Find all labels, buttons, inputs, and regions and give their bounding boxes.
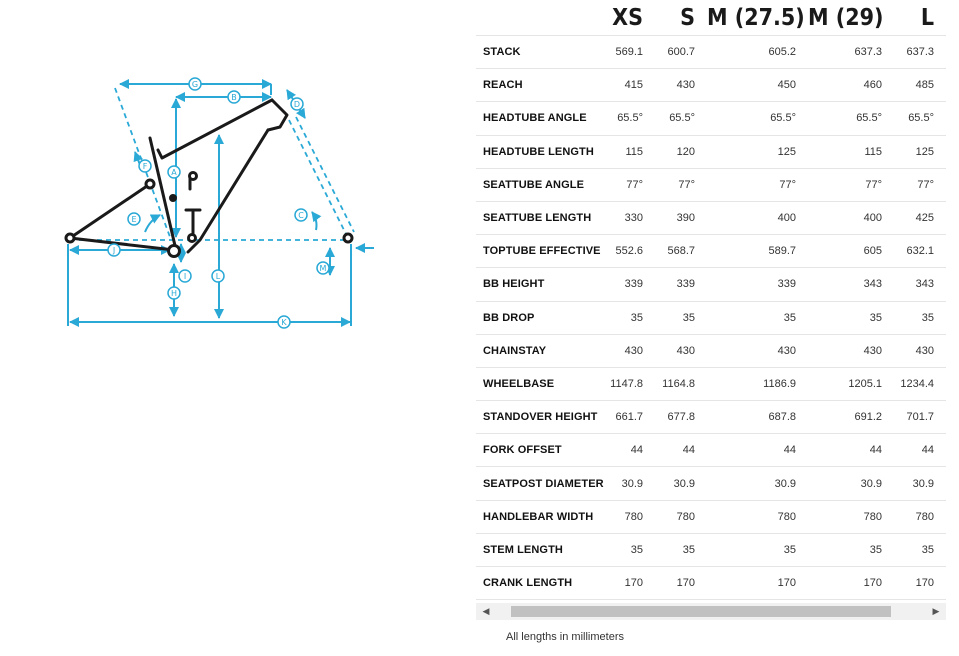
table-cell: 1164.8	[655, 367, 707, 400]
row-label: SEATTUBE LENGTH	[476, 201, 601, 234]
row-label: STANDOVER HEIGHT	[476, 401, 601, 434]
label-m: M	[319, 264, 327, 273]
table-cell: 400	[808, 201, 894, 234]
table-row	[476, 500, 946, 533]
table-cell: 65.5°	[808, 102, 894, 135]
dashed-guides	[70, 88, 354, 240]
row-label: BB DROP	[476, 301, 601, 334]
label-k-badge	[278, 316, 290, 328]
table-cell: 780	[601, 500, 655, 533]
table-row	[476, 268, 946, 301]
row-label: REACH	[476, 69, 601, 102]
scroll-left-arrow-icon[interactable]: ◀	[482, 606, 490, 616]
table-cell: 44	[894, 434, 946, 467]
table-cell: 30.9	[707, 467, 808, 500]
table-cell: 170	[655, 567, 707, 600]
geometry-table	[476, 0, 946, 600]
table-cell: 77°	[707, 168, 808, 201]
table-cell: 390	[655, 201, 707, 234]
label-d-badge	[291, 98, 303, 110]
size-header-xs: XS	[601, 0, 655, 36]
label-b: B	[231, 93, 237, 102]
label-a-badge	[168, 166, 180, 178]
label-c: C	[298, 211, 304, 220]
label-a: A	[171, 168, 177, 177]
table-cell: 115	[601, 135, 655, 168]
table-row	[476, 467, 946, 500]
table-cell: 430	[808, 334, 894, 367]
table-cell: 637.3	[808, 36, 894, 69]
row-label: STEM LENGTH	[476, 533, 601, 566]
table-cell: 35	[894, 301, 946, 334]
label-g: G	[191, 80, 199, 89]
table-cell: 339	[655, 268, 707, 301]
table-cell: 661.7	[601, 401, 655, 434]
table-cell: 35	[808, 301, 894, 334]
table-cell: 77°	[655, 168, 707, 201]
size-header-s: S	[655, 0, 707, 36]
table-cell: 125	[707, 135, 808, 168]
table-cell: 35	[601, 533, 655, 566]
table-cell: 339	[707, 268, 808, 301]
table-cell: 430	[655, 334, 707, 367]
table-cell: 691.2	[808, 401, 894, 434]
table-cell: 115	[808, 135, 894, 168]
table-cell: 35	[601, 301, 655, 334]
label-c-badge	[295, 209, 307, 221]
table-cell: 65.5°	[601, 102, 655, 135]
size-header-m275: M (27.5)	[707, 0, 808, 36]
table-cell: 677.8	[655, 401, 707, 434]
table-cell: 120	[655, 135, 707, 168]
geometry-table-container[interactable]	[476, 0, 946, 620]
label-l: L	[215, 272, 221, 281]
row-label: WHEELBASE	[476, 367, 601, 400]
label-e: E	[131, 215, 137, 224]
table-cell: 485	[894, 69, 946, 102]
label-j: J	[112, 246, 116, 255]
table-row	[476, 533, 946, 566]
table-row	[476, 135, 946, 168]
table-cell: 35	[894, 533, 946, 566]
table-cell: 701.7	[894, 401, 946, 434]
frame-geometry-svg	[0, 0, 476, 651]
row-label: HANDLEBAR WIDTH	[476, 500, 601, 533]
table-cell: 425	[894, 201, 946, 234]
table-cell: 1147.8	[601, 367, 655, 400]
table-cell: 170	[707, 567, 808, 600]
table-cell: 35	[655, 533, 707, 566]
scrollbar-thumb[interactable]	[511, 606, 891, 617]
header-blank	[476, 0, 601, 36]
label-f: F	[142, 162, 148, 171]
table-row	[476, 567, 946, 600]
row-label: CRANK LENGTH	[476, 567, 601, 600]
table-cell: 35	[707, 533, 808, 566]
label-i-badge	[179, 270, 191, 282]
table-cell: 30.9	[655, 467, 707, 500]
table-cell: 77°	[601, 168, 655, 201]
table-row	[476, 434, 946, 467]
units-footnote: All lengths in millimeters	[506, 631, 624, 643]
table-cell: 780	[808, 500, 894, 533]
size-header-row	[476, 0, 946, 36]
table-cell: 1205.1	[808, 367, 894, 400]
table-cell: 687.8	[707, 401, 808, 434]
table-cell: 343	[894, 268, 946, 301]
row-label: FORK OFFSET	[476, 434, 601, 467]
horizontal-scrollbar[interactable]	[476, 603, 946, 620]
table-cell: 637.3	[894, 36, 946, 69]
table-cell: 605.2	[707, 36, 808, 69]
table-row	[476, 102, 946, 135]
table-cell: 35	[655, 301, 707, 334]
table-cell: 170	[601, 567, 655, 600]
table-cell: 65.5°	[894, 102, 946, 135]
table-cell: 600.7	[655, 36, 707, 69]
scroll-right-arrow-icon[interactable]: ▶	[932, 606, 940, 616]
row-label: HEADTUBE ANGLE	[476, 102, 601, 135]
table-cell: 44	[707, 434, 808, 467]
table-cell: 343	[808, 268, 894, 301]
table-cell: 65.5°	[707, 102, 808, 135]
table-row	[476, 301, 946, 334]
table-cell: 415	[601, 69, 655, 102]
table-cell: 450	[707, 69, 808, 102]
row-label: TOPTUBE EFFECTIVE	[476, 235, 601, 268]
table-cell: 44	[808, 434, 894, 467]
table-cell: 77°	[808, 168, 894, 201]
table-cell: 430	[601, 334, 655, 367]
table-row	[476, 168, 946, 201]
table-cell: 170	[808, 567, 894, 600]
row-label: HEADTUBE LENGTH	[476, 135, 601, 168]
table-cell: 632.1	[894, 235, 946, 268]
label-g-badge	[189, 78, 201, 90]
table-cell: 65.5°	[655, 102, 707, 135]
size-header-m29: M (29)	[808, 0, 894, 36]
label-l-badge	[212, 270, 224, 282]
label-d: D	[293, 100, 301, 109]
size-header-l: L	[894, 0, 946, 36]
label-k: K	[281, 318, 287, 327]
table-cell: 44	[655, 434, 707, 467]
table-row	[476, 69, 946, 102]
table-cell: 552.6	[601, 235, 655, 268]
table-cell: 568.7	[655, 235, 707, 268]
table-row	[476, 36, 946, 69]
row-label: BB HEIGHT	[476, 268, 601, 301]
table-cell: 1234.4	[894, 367, 946, 400]
table-cell: 605	[808, 235, 894, 268]
table-row	[476, 235, 946, 268]
table-cell: 400	[707, 201, 808, 234]
table-cell: 569.1	[601, 36, 655, 69]
table-cell: 330	[601, 201, 655, 234]
table-cell: 339	[601, 268, 655, 301]
row-label: CHAINSTAY	[476, 334, 601, 367]
row-label: SEATPOST DIAMETER	[476, 467, 601, 500]
label-j-badge	[108, 244, 120, 256]
table-cell: 780	[707, 500, 808, 533]
table-row	[476, 367, 946, 400]
table-row	[476, 201, 946, 234]
table-cell: 460	[808, 69, 894, 102]
table-row	[476, 401, 946, 434]
table-cell: 30.9	[894, 467, 946, 500]
label-h-badge	[168, 287, 180, 299]
table-cell: 780	[655, 500, 707, 533]
label-f-badge	[139, 160, 151, 172]
table-cell: 35	[707, 301, 808, 334]
row-label: SEATTUBE ANGLE	[476, 168, 601, 201]
label-e-badge	[128, 213, 140, 225]
table-cell: 780	[894, 500, 946, 533]
table-cell: 430	[707, 334, 808, 367]
table-cell: 1186.9	[707, 367, 808, 400]
table-cell: 589.7	[707, 235, 808, 268]
table-row	[476, 334, 946, 367]
table-cell: 170	[894, 567, 946, 600]
table-cell: 30.9	[601, 467, 655, 500]
table-cell: 77°	[894, 168, 946, 201]
label-h: H	[170, 289, 178, 298]
table-cell: 125	[894, 135, 946, 168]
table-cell: 430	[655, 69, 707, 102]
table-cell: 35	[808, 533, 894, 566]
table-cell: 430	[894, 334, 946, 367]
label-i: I	[183, 272, 187, 281]
bike-geometry-diagram	[0, 0, 476, 651]
label-m-badge	[317, 262, 329, 274]
label-b-badge	[228, 91, 240, 103]
table-cell: 44	[601, 434, 655, 467]
table-cell: 30.9	[808, 467, 894, 500]
row-label: STACK	[476, 36, 601, 69]
